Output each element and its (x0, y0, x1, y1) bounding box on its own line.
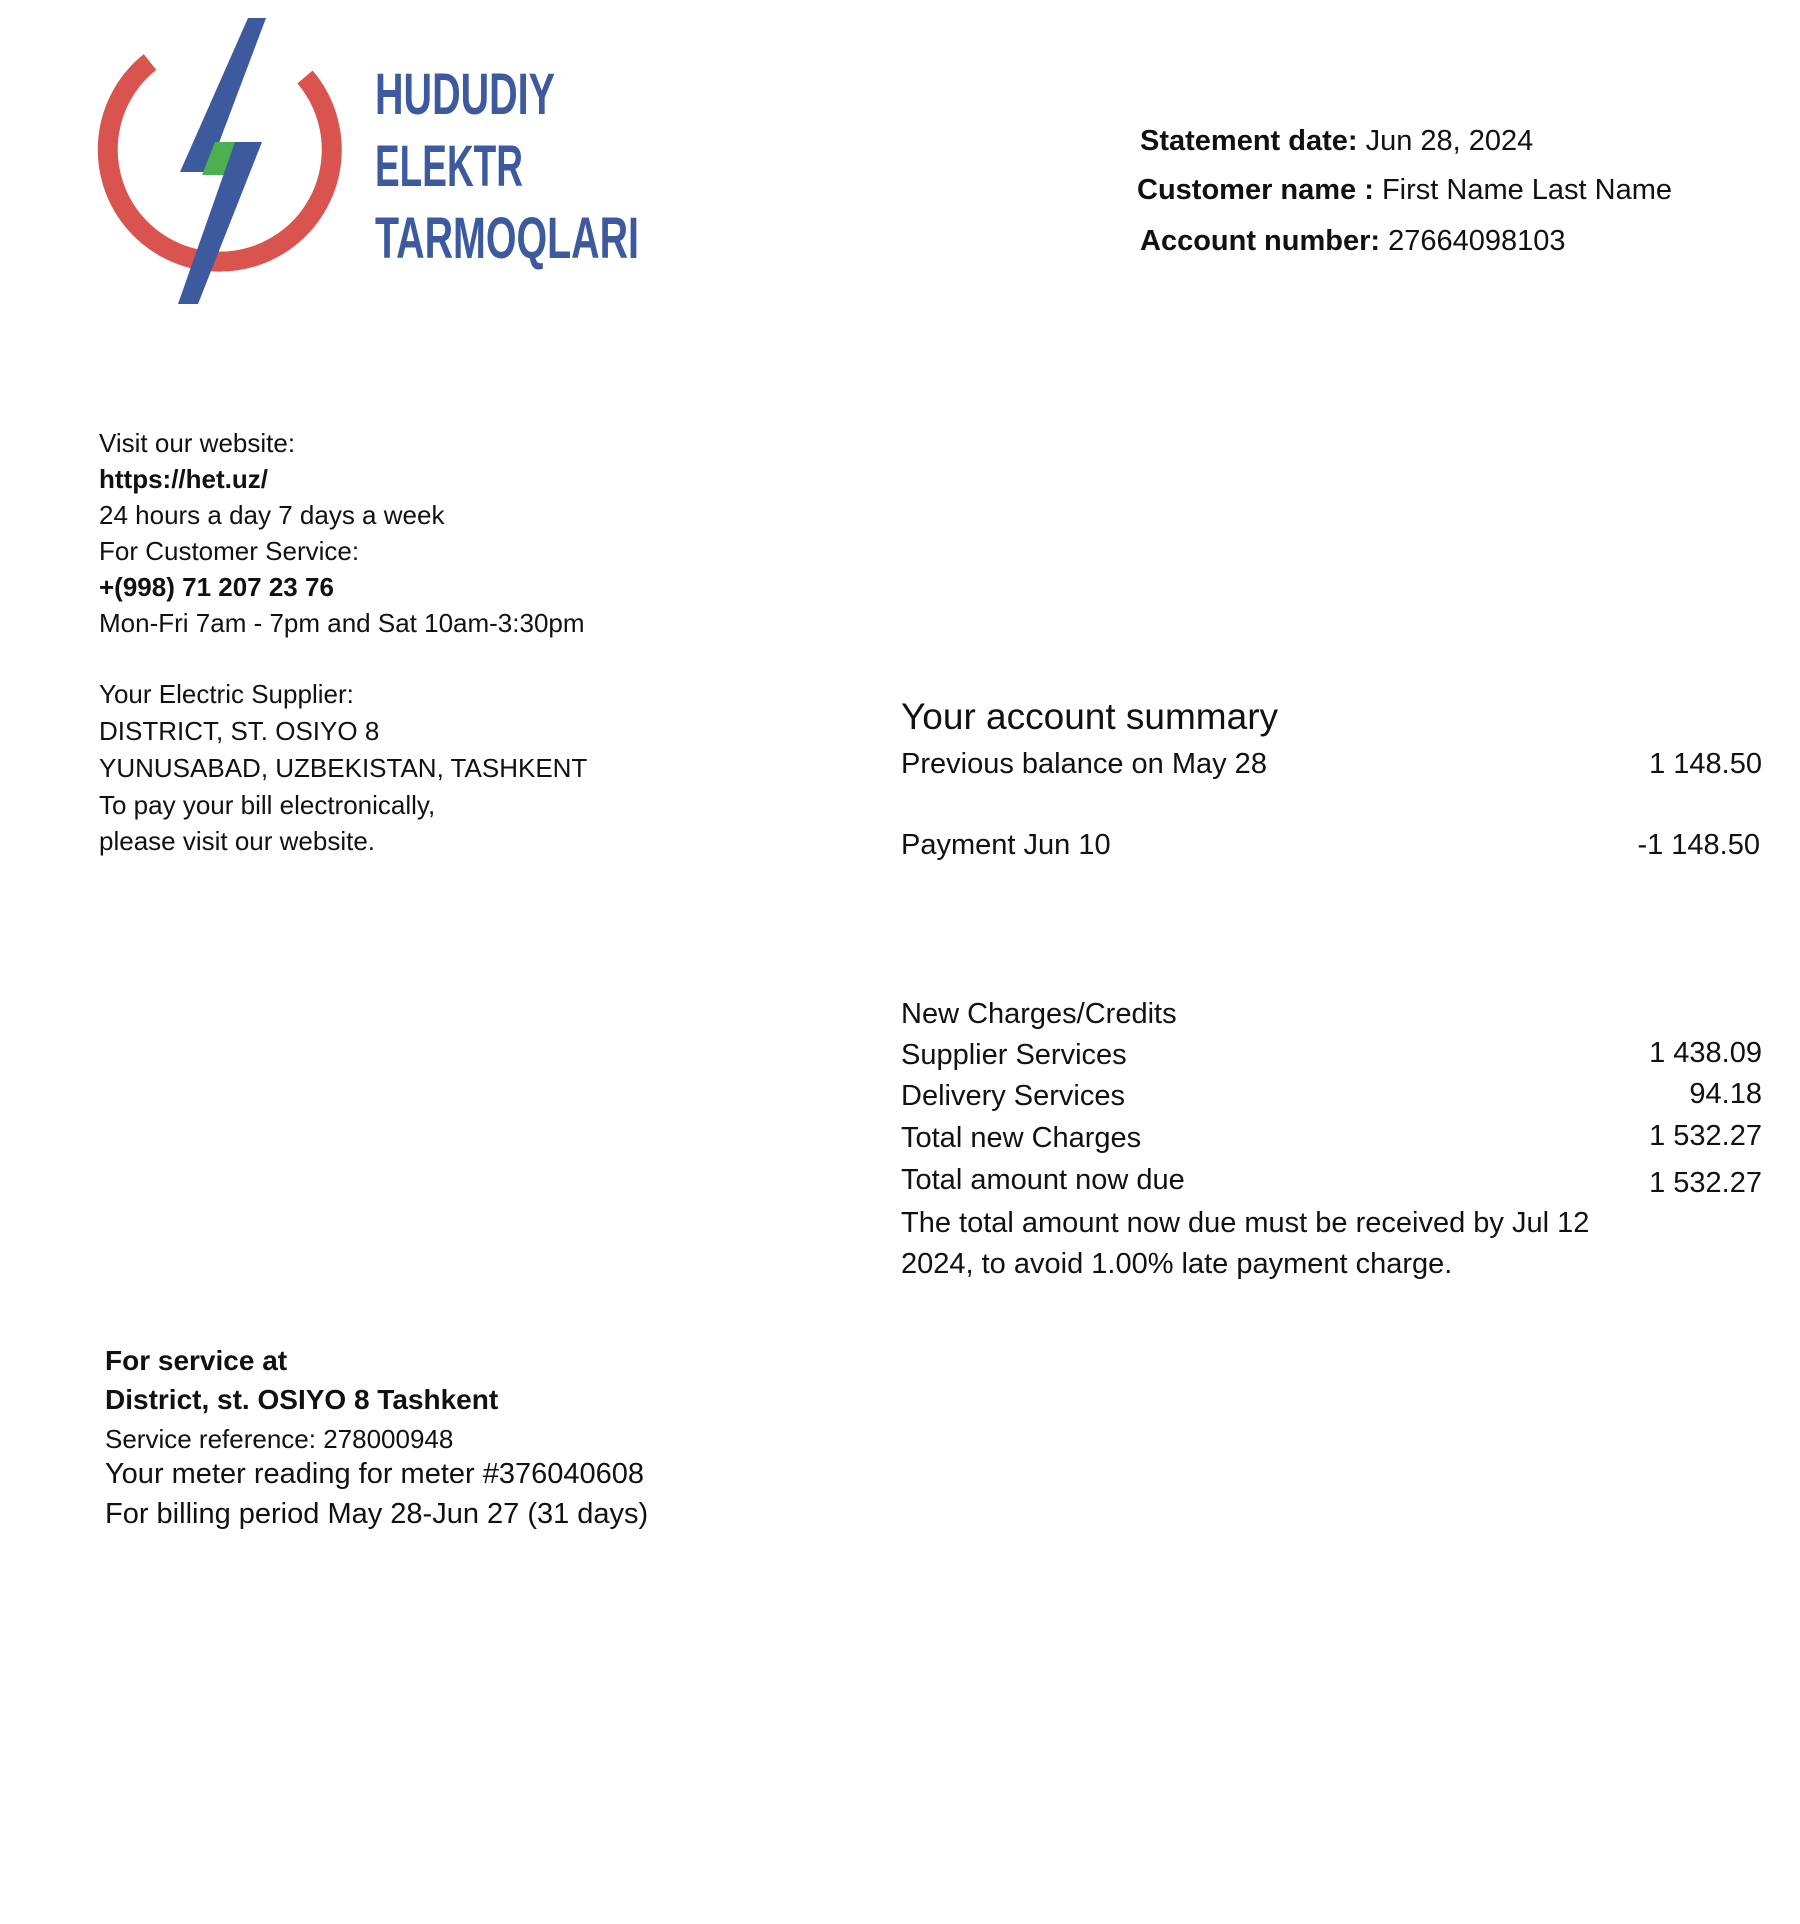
website-link[interactable]: https://het.uz/ (99, 464, 268, 494)
payment-amount: -1 148.50 (1637, 829, 1760, 861)
delivery-services-label: Delivery Services (901, 1080, 1125, 1112)
account-number-label: Account number: (1140, 225, 1381, 257)
logo-wordmark (375, 62, 695, 282)
supplier-services-label: Supplier Services (901, 1039, 1127, 1071)
pay-electronically-line-1: To pay your bill electronically, (99, 790, 436, 820)
service-reference: Service reference: 278000948 (105, 1424, 454, 1454)
service-heading: For service at (105, 1345, 288, 1376)
new-charges-label: New Charges/Credits (901, 998, 1177, 1030)
delivery-services-amount: 94.18 (1689, 1078, 1762, 1110)
supplier-services-amount: 1 438.09 (1649, 1037, 1762, 1069)
logo-line-1: HUDUDIY (375, 62, 555, 127)
total-new-charges-amount: 1 532.27 (1649, 1120, 1762, 1152)
total-due-label: Total amount now due (901, 1164, 1185, 1196)
account-summary-title: Your account summary (901, 696, 1279, 737)
statement-date-label: Statement date: (1140, 125, 1358, 157)
supplier-label: Your Electric Supplier: (99, 679, 354, 709)
supplier-address-2: YUNUSABAD, UZBEKISTAN, TASHKENT (99, 753, 588, 783)
logo-line-2: ELEKTR (375, 134, 523, 199)
total-due-amount: 1 532.27 (1649, 1167, 1762, 1199)
account-number (1140, 221, 1566, 261)
supplier-address-1: DISTRICT, ST. OSIYO 8 (99, 716, 380, 746)
customer-service-label: For Customer Service: (99, 536, 360, 566)
customer-service-phone[interactable]: +(998) 71 207 23 76 (99, 572, 334, 602)
billing-period: For billing period May 28-Jun 27 (31 days) (105, 1498, 649, 1530)
meter-reading: Your meter reading for meter #376040608 (105, 1458, 645, 1490)
previous-balance-label: Previous balance on May 28 (901, 748, 1267, 780)
pay-electronically-line-2: please visit our website. (99, 826, 376, 856)
visit-website-label: Visit our website: (99, 428, 296, 458)
statement-date-value: Jun 28, 2024 (1365, 125, 1534, 157)
logo-icon (90, 12, 350, 312)
late-payment-note: The total amount now due must be received by Jul 12 2024, to avoid 1.00% late payment charge. (901, 1207, 1590, 1280)
customer-name-label: Customer name : (1137, 174, 1374, 206)
account-number-value: 27664098103 (1388, 225, 1566, 257)
payment-label: Payment Jun 10 (901, 829, 1111, 861)
previous-balance-amount: 1 148.50 (1649, 748, 1762, 780)
customer-name (1137, 170, 1672, 210)
service-address: District, st. OSIYO 8 Tashkent (105, 1384, 499, 1415)
statement-date (1140, 121, 1533, 161)
logo-line-3: TARMOQLARI (375, 206, 639, 271)
customer-name-value: First Name Last Name (1381, 174, 1673, 206)
website-hours: 24 hours a day 7 days a week (99, 500, 445, 530)
total-new-charges-label: Total new Charges (901, 1122, 1142, 1154)
customer-service-hours: Mon-Fri 7am - 7pm and Sat 10am-3:30pm (99, 608, 585, 638)
